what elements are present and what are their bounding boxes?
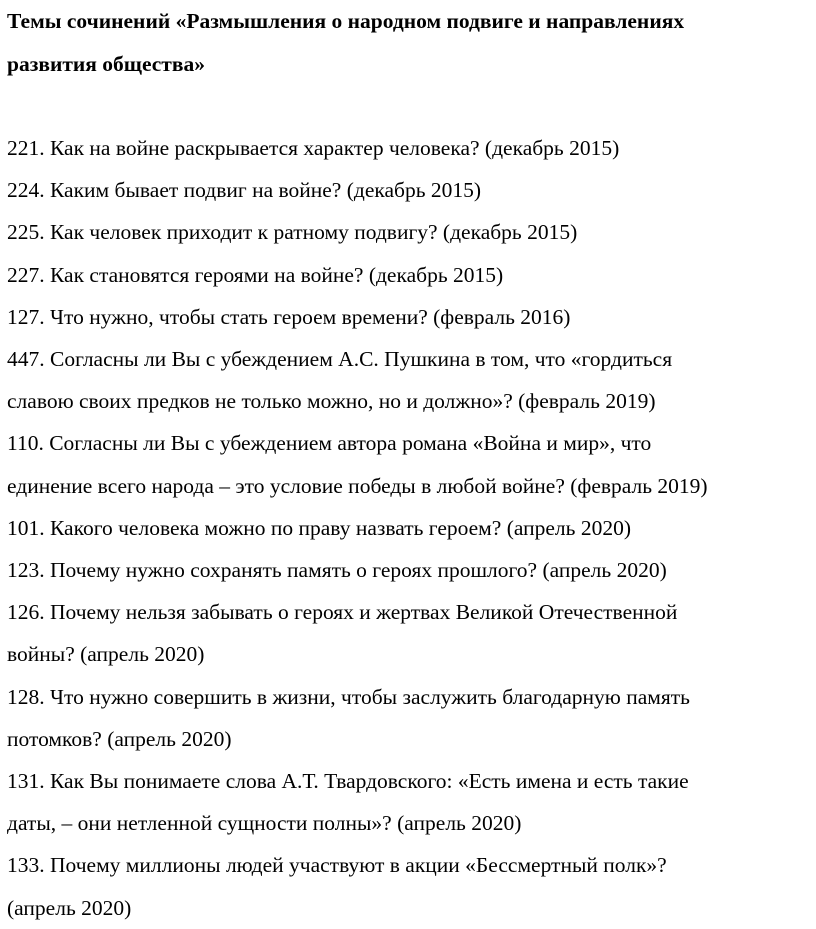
topic-item: [7, 254, 813, 296]
document-title: [7, 0, 813, 85]
topic-item: [7, 296, 813, 338]
topic-line: 128. Что нужно совершить в жизни, чтобы заслужить благодарную память: [7, 684, 690, 709]
topic-line: 133. Почему миллионы людей участвуют в акции «Бессмертный полк»?: [7, 853, 667, 878]
topic-line: единение всего народа – это условие победы в любой войне? (февраль 2019): [7, 473, 708, 498]
topic-item: [7, 549, 813, 591]
topic-item: [7, 211, 813, 253]
topic-item: [7, 127, 813, 169]
topic-line: 110. Согласны ли Вы с убеждением автора романа «Война и мир», что: [7, 431, 652, 456]
topic-list: [7, 127, 813, 929]
topic-item: [7, 591, 813, 675]
topic-line: славою своих предков не только можно, но и должно»? (февраль 2019): [7, 389, 656, 414]
topic-line: 221. Как на войне раскрывается характер человека? (декабрь 2015): [7, 136, 620, 160]
topic-item: [7, 676, 813, 760]
topic-item: [7, 760, 813, 844]
topic-item: [7, 844, 813, 928]
document-page: [7, 0, 813, 929]
topic-line: 447. Согласны ли Вы с убеждением А.С. Пушкина в том, что «гордиться: [7, 347, 673, 372]
topic-line: 225. Как человек приходит к ратному подвигу? (декабрь 2015): [7, 220, 578, 245]
topic-line: 224. Каким бывает подвиг на войне? (декабрь 2015): [7, 178, 482, 203]
topic-item: [7, 338, 813, 422]
document-title-line: Темы сочинений «Размышления о народном подвиге и направлениях: [7, 9, 685, 33]
topic-line: 127. Что нужно, чтобы стать героем времени? (февраль 2016): [7, 304, 571, 329]
topic-item: [7, 507, 813, 549]
topic-line: 131. Как Вы понимаете слова А.Т. Твардовского: «Есть имена и есть такие: [7, 769, 689, 794]
topic-line: войны? (апрель 2020): [7, 642, 205, 667]
topic-line: даты, – они нетленной сущности полны»? (апрель 2020): [7, 811, 522, 836]
topic-line: 101. Какого человека можно по праву назвать героем? (апрель 2020): [7, 515, 631, 540]
topic-item: [7, 422, 813, 506]
topic-item: [7, 169, 813, 211]
topic-line: 126. Почему нельзя забывать о героях и жертвах Великой Отечественной: [7, 600, 678, 625]
document-title-line: развития общества»: [7, 51, 205, 76]
topic-line: 227. Как становятся героями на войне? (декабрь 2015): [7, 262, 504, 287]
blank-line: [7, 85, 813, 127]
topic-line: (апрель 2020): [7, 895, 132, 920]
topic-line: 123. Почему нужно сохранять память о героях прошлого? (апрель 2020): [7, 558, 667, 583]
topic-line: потомков? (апрель 2020): [7, 726, 232, 751]
